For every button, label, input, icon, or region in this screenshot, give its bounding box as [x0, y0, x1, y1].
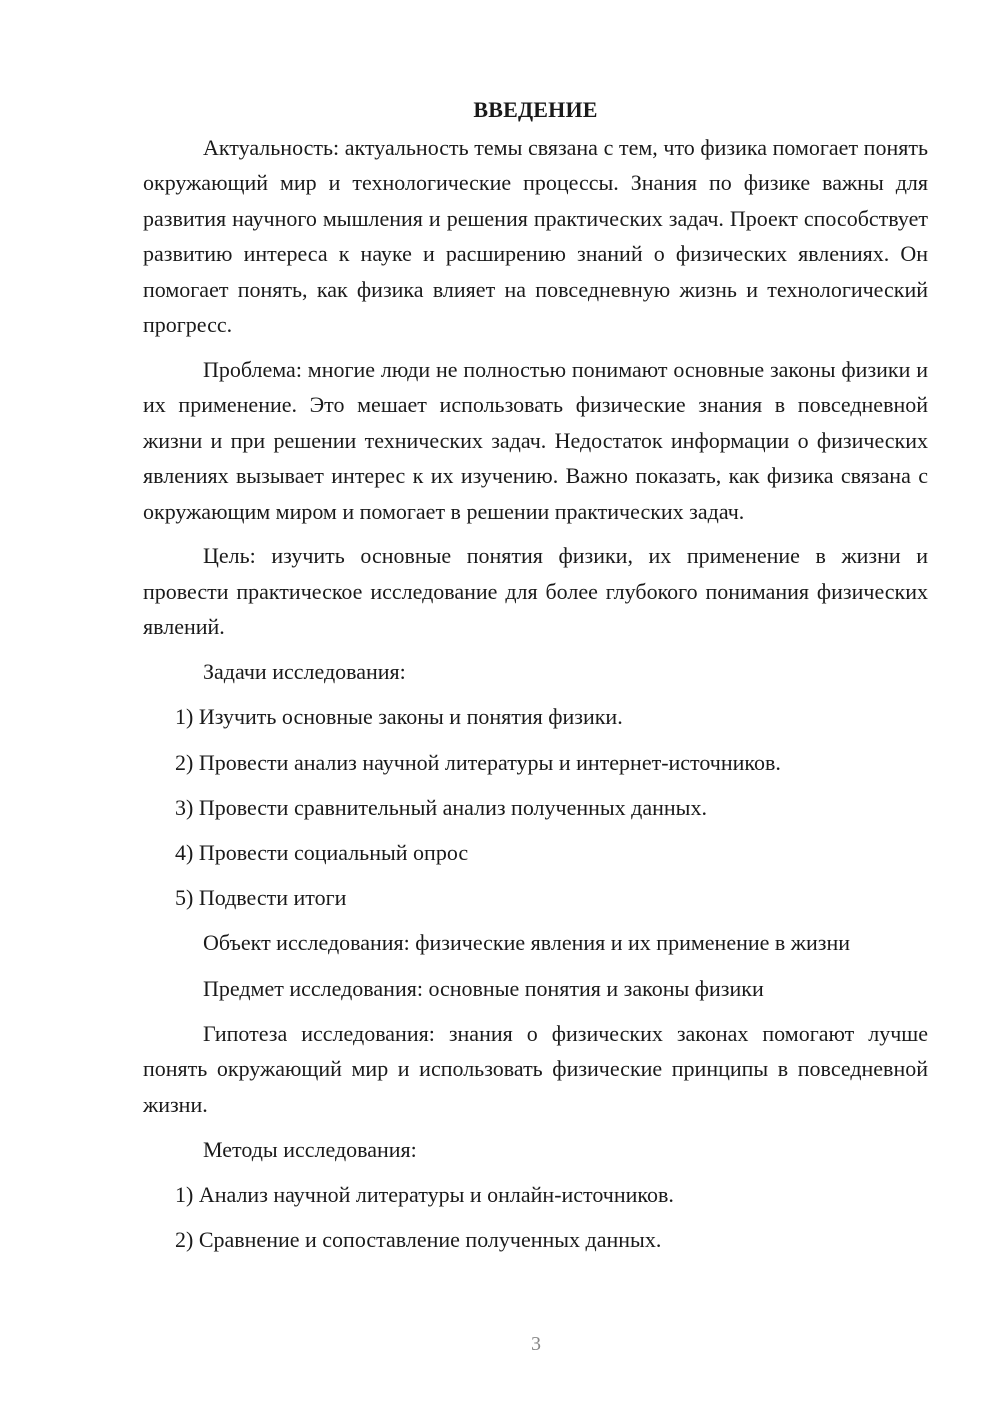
- task-item-3: 3) Провести сравнительный анализ полученных данных.: [175, 794, 707, 820]
- section-title: ВВЕДЕНИЕ: [473, 97, 598, 122]
- problem-paragraph: Проблема: многие люди не полностью понимают основные законы физики и их применение. Это мешает использовать физические знания в повседневной жизни и при решении технических задач. Недостаток информации о физических явлениях вызывает интерес к их изучению. Важно показать, как физика связана с окружающим миром и помогает в решении практических задач.: [143, 356, 928, 524]
- page-number: 3: [531, 1333, 541, 1355]
- goal-paragraph: Цель: изучить основные понятия физики, их применение в жизни и провести практическое исследование для более глубокого понимания физических явлений.: [143, 543, 928, 640]
- hypothesis-paragraph: Гипотеза исследования: знания о физических законах помогают лучше понять окружающий мир и использовать физические принципы в повседневной жизни.: [143, 1020, 928, 1117]
- document-page: [143, 92, 928, 1267]
- task-item-1: 1) Изучить основные законы и понятия физики.: [175, 704, 623, 730]
- method-item-1: 1) Анализ научной литературы и онлайн-источников.: [175, 1181, 674, 1207]
- method-item-2: 2) Сравнение и сопоставление полученных данных.: [175, 1226, 662, 1252]
- research-subject: Предмет исследования: основные понятия и законы физики: [203, 975, 764, 1001]
- research-object: Объект исследования: физические явления и их применение в жизни: [203, 930, 850, 956]
- methods-heading: Методы исследования:: [203, 1136, 417, 1162]
- task-item-4: 4) Провести социальный опрос: [175, 840, 469, 865]
- task-item-2: 2) Провести анализ научной литературы и интернет-источников.: [175, 749, 781, 775]
- task-item-5: 5) Подвести итоги: [175, 885, 347, 911]
- tasks-heading: Задачи исследования:: [203, 659, 406, 685]
- relevance-paragraph: Актуальность: актуальность темы связана с тем, что физика помогает понять окружающий мир и технологические процессы. Знания по физике важны для развития научного мышления и решения практических задач. Проект способствует развитию интереса к науке и расширению знаний о физических явлениях. Он помогает понять, как физика влияет на повседневную жизнь и технологический прогресс.: [143, 135, 928, 338]
